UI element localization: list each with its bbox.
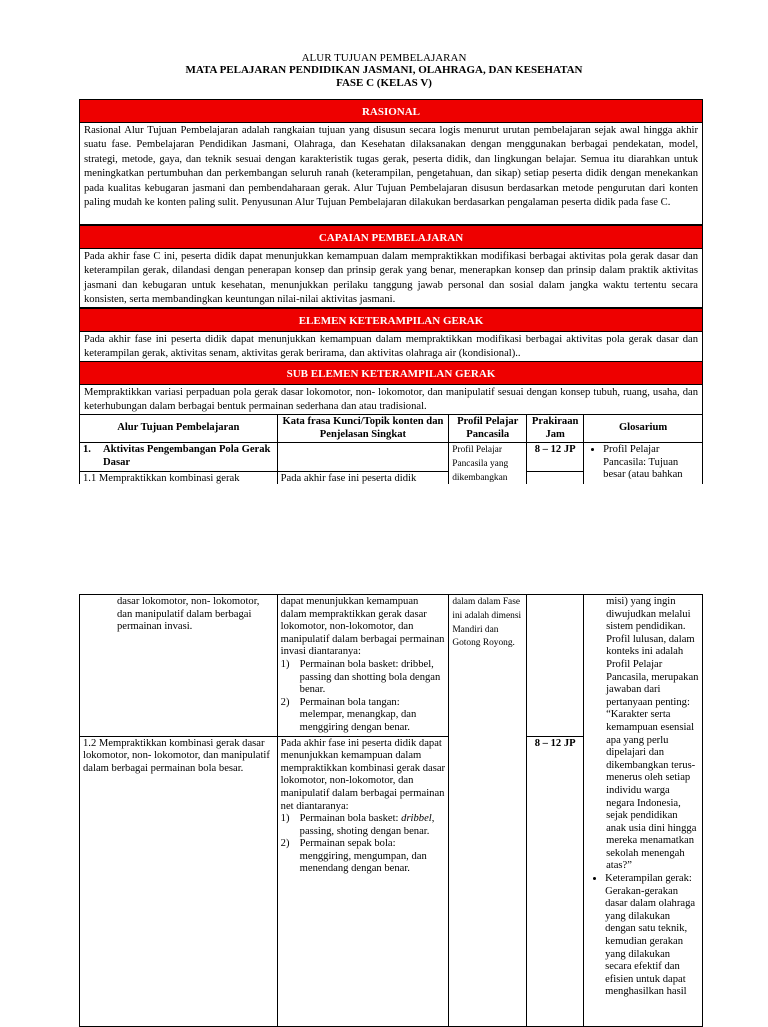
kata-cell: [277, 595, 449, 737]
list-item-text: Permainan bola basket:: [299, 813, 402, 825]
sub-elemen-text: Mempraktikkan variasi perpaduan pola gerak dasar lokomotor, non- lokomotor, dan manipulatif sesuai dengan konsep tubuh, ruang, usaha, dan keterhubungan dalam berbagai bentuk permainan sederhana dan atau tradisional.: [79, 384, 703, 415]
doc-title-line3: FASE C (KELAS V): [336, 77, 432, 89]
kata-cell: [277, 736, 449, 1026]
list-item-text: , passing, shoting dengan benar.: [299, 813, 435, 837]
glosarium-item: • Profil Pelajar Pancasila: Tujuan besar (atau bahkan: [603, 444, 699, 482]
profil-cell: Profil Pelajar Pancasila yang dikembangkan: [449, 443, 527, 487]
header-kata: Kata frasa Kunci/Topik konten dan Penjelasan Singkat: [277, 415, 449, 443]
atp-table: [79, 414, 703, 488]
kata-intro: Pada akhir fase ini peserta didik dapat menunjukkan kemampuan dalam mempraktikkan kombinasi gerak dasar lokomotor, non-lokomotor, dan manipulatif dalam berbagai permainan net diantaranya:: [280, 737, 446, 812]
list-item: Permainan bola basket: dribbel, passing dan shotting bola dengan benar.: [299, 658, 441, 696]
list-item: [300, 813, 446, 838]
capaian-heading: CAPAIAN PEMBELAJARAN: [79, 225, 703, 249]
table-row: [80, 443, 278, 472]
atp-cell: dasar lokomotor, non- lokomotor, dan manipulatif dalam berbagai permainan invasi.: [80, 595, 278, 737]
rasional-heading: RASIONAL: [79, 99, 703, 123]
list-number: 1): [280, 813, 290, 825]
rasional-text: Rasional Alur Tujuan Pembelajaran adalah rangkaian tujuan yang disusun secara logis menurut urutan pembelajaran sejak awal hingga akhir suatu fase. Pembelajaran Pendidikan Jasmani, Olahraga, dan Kesehatan dilaksanakan dengan menggunakan berbagai pendekatan, model, strategi, metode, gaya, dan teknik sesuai dengan karakteristik tugas gerak, peserta didik, dan lingkungan belajar. Semua itu diarahkan untuk meningkatkan pertumbuhan dan perkembangan seluruh ranah (keterampilan, pengetahuan, dan sikap) setiap peserta didik dengan menekankan pada kualitas kebugaran jasmani dan pembendaharaan gerak. Alur Tujuan Pembelajaran disusun berdasarkan metode pengurutan dari konten paling mudah ke konten paling sulit. Penyusunan Alur Tujuan Pembelajaran dilakukan berdasarkan pengalaman peserta didik pada fase C.: [79, 122, 703, 225]
header-jam: Prakiraan Jam: [527, 415, 584, 443]
kata-cell: [277, 443, 449, 472]
list-number: 2): [280, 838, 290, 850]
atp-cell: 1.1 Mempraktikkan kombinasi gerak: [80, 471, 278, 487]
atp-cell: Aktivitas Pengembangan Pola Gerak Dasar: [103, 444, 271, 468]
glosarium-cell: [584, 443, 703, 487]
glosarium-item: • Keterampilan gerak: Gerakan-gerakan dasar dalam olahraga yang dilakukan dengan satu teknik, kemudian gerakan yang dilakukan secara efektif dan efisien untuk dapat menghasilkan hasil: [605, 873, 699, 999]
list-number: 1): [280, 658, 290, 670]
doc-title-line2: MATA PELAJARAN PENDIDIKAN JASMANI, OLAHRAGA, DAN KESEHATAN: [185, 64, 583, 76]
jam-cell: 8 – 12 JP: [527, 443, 584, 472]
atp-table-continued: [79, 594, 703, 1027]
jam-cell: [527, 595, 584, 737]
page-break: [0, 484, 768, 594]
atp-cell: 1.2 Mempraktikkan kombinasi gerak dasar lokomotor, non- lokomotor, dan manipulatif dalam berbagai permainan bola besar.: [80, 736, 278, 1026]
glosarium-continued: misi) yang ingin diwujudkan melalui sistem pendidikan. Profil lulusan, dalam konteks ini adalah Profil Pelajar Pancasila, merupakan jawaban dari pertanyaan penting: “Karakter serta kemampuan esensial apa yang perlu dipelajari dan dikembangkan terus-menerus oleh setiap individu warga negara Indonesia, sejak pendidikan anak usia dini hingga mereka menamatkan sekolah menengah atas?”: [606, 596, 699, 872]
elemen-text: Pada akhir fase ini peserta didik dapat menunjukkan kemampuan dalam mempraktikkan modifikasi berbagai aktivitas pola gerak dasar dan keterampilan gerak, aktivitas senam, aktivitas gerak berirama, dan aktivitas olahraga air (kondisional)..: [79, 331, 703, 362]
row-number: 1.: [83, 444, 91, 456]
elemen-heading: ELEMEN KETERAMPILAN GERAK: [79, 308, 703, 332]
list-item: Permainan sepak bola: menggiring, mengumpan, dan menendang dengan benar.: [299, 838, 427, 875]
list-item: Permainan bola tangan: melempar, menangkap, dan menggiring dengan benar.: [299, 696, 417, 733]
header-glosarium: Glosarium: [584, 415, 703, 443]
jam-cell: 8 – 12 JP: [527, 736, 584, 1026]
list-number: 2): [280, 696, 290, 708]
kata-cell: Pada akhir fase ini peserta didik: [277, 471, 449, 487]
kata-intro: dapat menunjukkan kemampuan dalam mempraktikkan gerak dasar lokomotor, non-lokomotor, dan manipulatif dalam berbagai permainan invasi diantaranya:: [280, 596, 445, 658]
capaian-text: Pada akhir fase C ini, peserta didik dapat menunjukkan kemampuan dalam mempraktikkan modifikasi berbagai aktivitas pola gerak dasar dan keterampilan gerak, dilandasi dengan penerapan konsep dan prinsip gerak yang benar, menerapkan konsep dan prinsip dalam praktik aktivitas jasmani dan kebugaran untuk kesehatan, menunjukkan perilaku tanggung jawab personal dan sosial dalam jangka waktu tertentu secara konsisten, serta membandingkan keuntungan nilai-nilai aktivitas jasmani.: [79, 248, 703, 308]
header-atp: Alur Tujuan Pembelajaran: [80, 415, 278, 443]
doc-title-line1: ALUR TUJUAN PEMBELAJARAN: [301, 52, 467, 64]
sub-elemen-heading: SUB ELEMEN KETERAMPILAN GERAK: [79, 361, 703, 385]
glosarium-cell: [584, 595, 703, 1027]
list-item-italic: dribbel: [401, 813, 432, 825]
profil-cell: dalam dalam Fase ini adalah dimensi Mandiri dan Gotong Royong.: [449, 595, 527, 1027]
header-profil: Profil Pelajar Pancasila: [449, 415, 527, 443]
